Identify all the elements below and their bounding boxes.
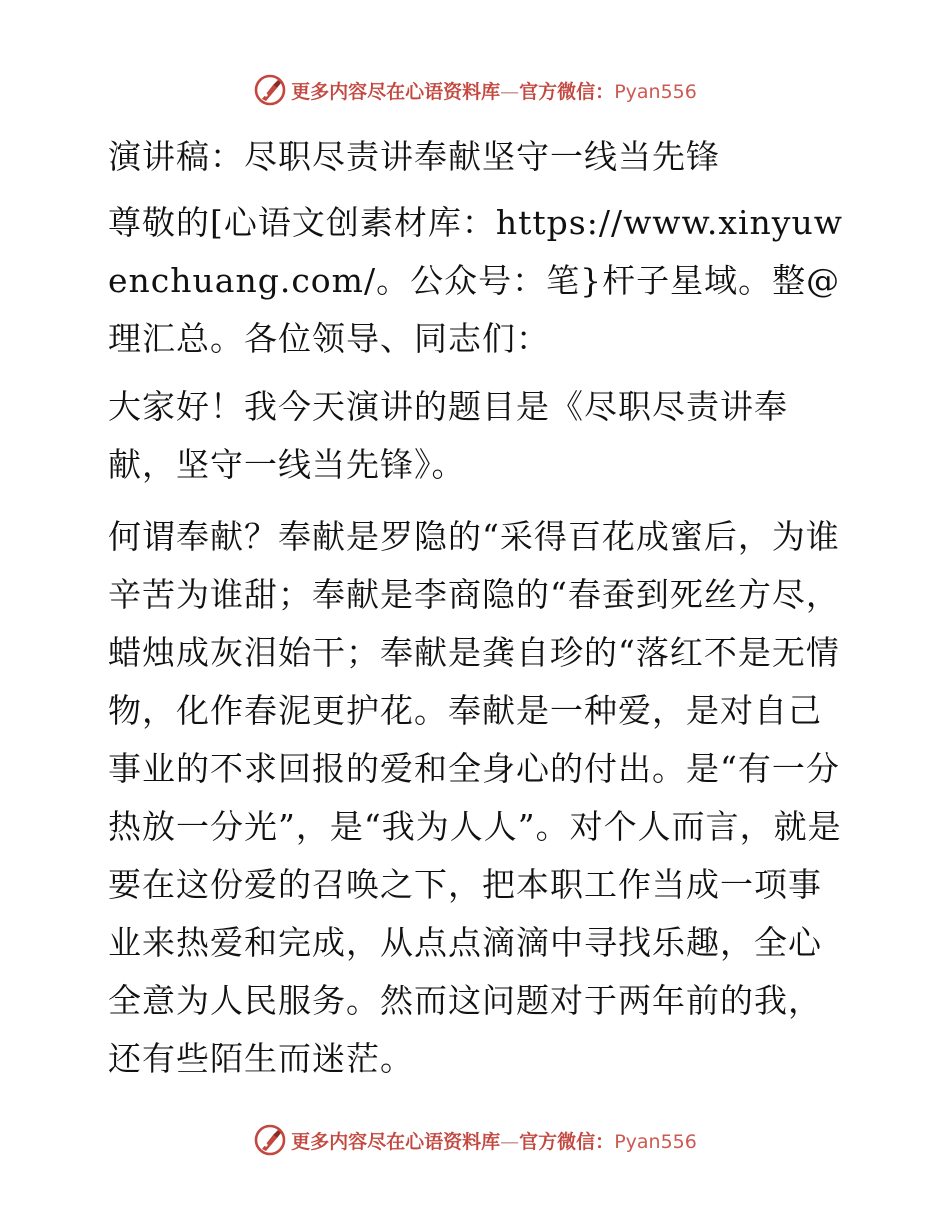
banner-handle: Pyan556: [614, 80, 697, 103]
pen-nib-logo-icon: [253, 73, 287, 107]
banner-main-text: 更多内容尽在心语资料库: [291, 1130, 501, 1153]
header-banner: [0, 70, 950, 110]
banner-label: 官方微信：: [519, 80, 615, 103]
document-body: [96, 128, 852, 1088]
banner-label: 官方微信：: [519, 1130, 615, 1153]
paragraph-salutation: 尊敬的[心语文创素材库：https://www.xinyuwenchuang.com/。公众号：笔}杆子星域。整@理汇总。各位领导、同志们：: [108, 203, 843, 358]
banner-text: [291, 77, 697, 104]
banner-handle: Pyan556: [614, 1130, 697, 1153]
paragraph-greeting: 大家好！我今天演讲的题目是《尽职尽责讲奉献，坚守一线当先锋》。: [108, 387, 788, 484]
paragraph-body: 何谓奉献？奉献是罗隐的“采得百花成蜜后，为谁辛苦为谁甜；奉献是李商隐的“春蚕到死丝方尽，蜡烛成灰泪始干；奉献是龚自珍的“落红不是无情物，化作春泥更护花。奉献是一种爱，是对自己事业的不求回报的爱和全身心的付出。是“有一分热放一分光”，是“我为人人”。对个人而言，就是要在这份爱的召唤之下，把本职工作当成一项事业来热爱和完成，从点点滴滴中寻找乐趣，全心全意为人民服务。然而这问题对于两年前的我，还有些陌生而迷茫。: [108, 517, 842, 1078]
banner-text: [291, 1127, 697, 1154]
banner-main-text: 更多内容尽在心语资料库: [291, 80, 501, 103]
footer-banner: [0, 1120, 950, 1160]
banner-separator: —: [500, 1130, 520, 1153]
banner-separator: —: [500, 80, 520, 103]
pen-nib-logo-icon: [253, 1123, 287, 1157]
document-title: 演讲稿：尽职尽责讲奉献坚守一线当先锋: [108, 137, 720, 176]
